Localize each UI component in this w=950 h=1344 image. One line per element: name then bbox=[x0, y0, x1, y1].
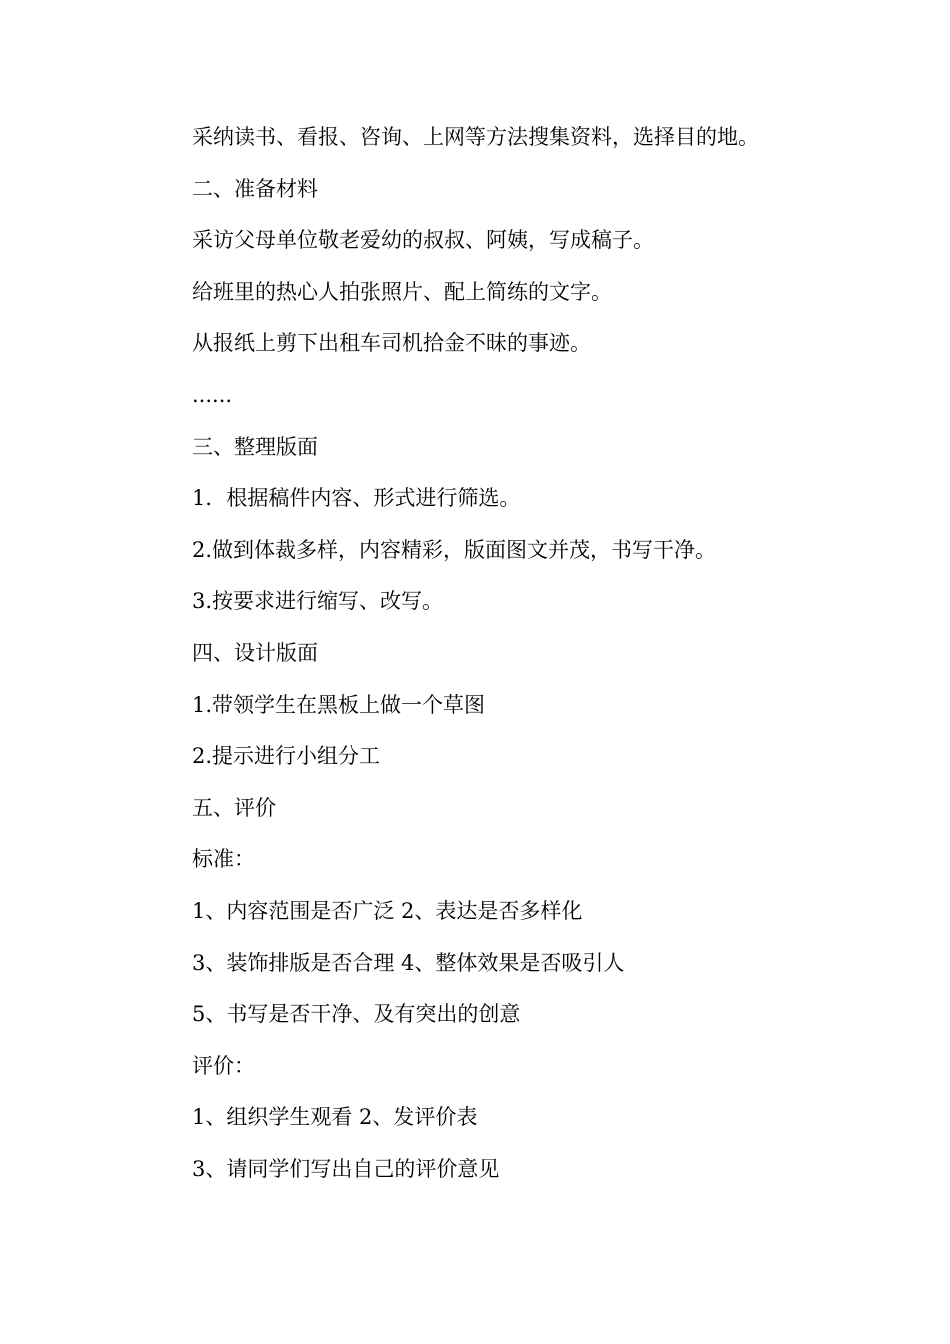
list-item-organize-3: 3.按要求进行缩写、改写。 bbox=[192, 589, 444, 614]
list-item-design-1: 1.带领学生在黑板上做一个草图 bbox=[192, 692, 486, 717]
list-item-criteria-1-2: 1、内容范围是否广泛 2、表达是否多样化 bbox=[192, 898, 583, 923]
paragraph-interview: 采访父母单位敬老爱幼的叔叔、阿姨，写成稿子。 bbox=[192, 228, 654, 253]
list-item-organize-2: 2.做到体裁多样，内容精彩，版面图文并茂，书写干净。 bbox=[192, 537, 717, 562]
heading-organize-layout: 三、整理版面 bbox=[192, 434, 318, 459]
ellipsis: ...... bbox=[192, 382, 233, 407]
list-item-evaluation-1-2: 1、组织学生观看 2、发评价表 bbox=[192, 1105, 478, 1130]
label-criteria: 标准： bbox=[192, 847, 255, 872]
list-item-evaluation-3: 3、请同学们写出自己的评价意见 bbox=[192, 1156, 500, 1181]
document-body bbox=[192, 118, 832, 1201]
list-item-criteria-3-4: 3、装饰排版是否合理 4、整体效果是否吸引人 bbox=[192, 950, 625, 975]
label-evaluation: 评价： bbox=[192, 1053, 255, 1078]
list-item-organize-1: 1．根据稿件内容、形式进行筛选。 bbox=[192, 486, 521, 511]
paragraph-newspaper: 从报纸上剪下出租车司机拾金不昧的事迹。 bbox=[192, 331, 591, 356]
heading-evaluation: 五、评价 bbox=[192, 795, 276, 820]
paragraph-photos: 给班里的热心人拍张照片、配上简练的文字。 bbox=[192, 279, 612, 304]
list-item-criteria-5: 5、书写是否干净、及有突出的创意 bbox=[192, 1002, 521, 1027]
paragraph-method: 采纳读书、看报、咨询、上网等方法搜集资料，选择目的地。 bbox=[192, 125, 759, 149]
list-item-design-2: 2.提示进行小组分工 bbox=[192, 744, 381, 769]
heading-design-layout: 四、设计版面 bbox=[192, 640, 318, 665]
heading-prepare-materials: 二、准备材料 bbox=[192, 176, 318, 201]
